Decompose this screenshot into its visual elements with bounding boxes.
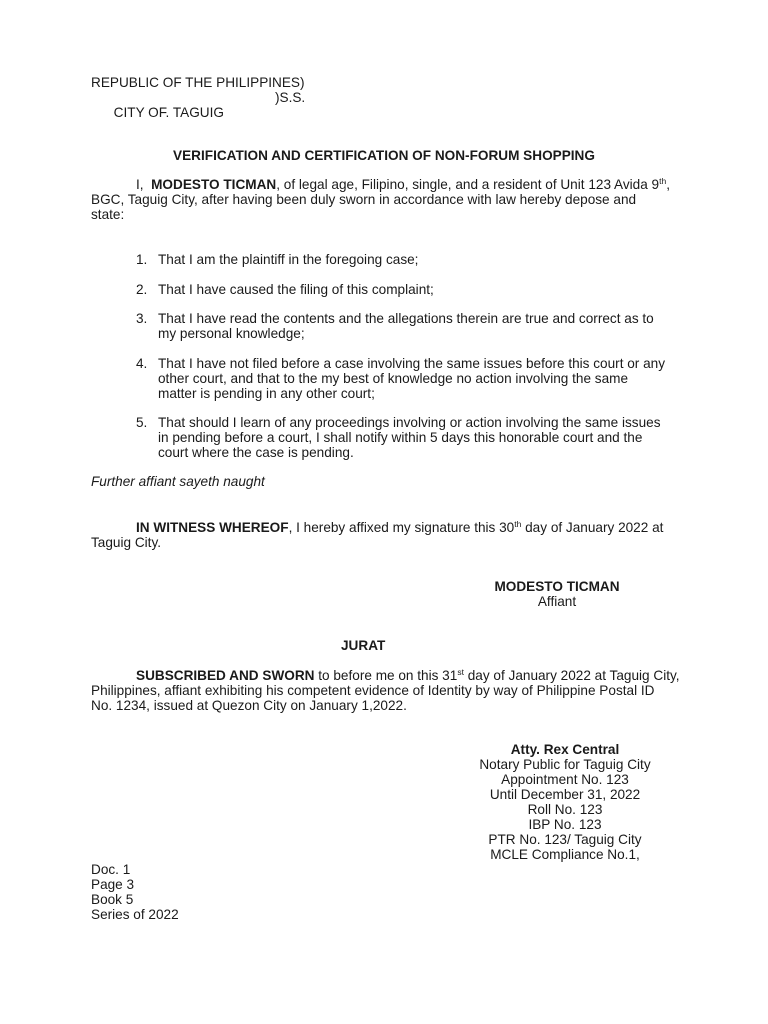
witness-line-1-text: , I hereby affixed my signature this 30 — [288, 520, 515, 535]
witness-lead: IN WITNESS WHEREOF — [136, 520, 289, 535]
intro-line-1-end: , — [666, 177, 670, 192]
list-item-number: 5. — [136, 415, 148, 430]
venue-caption — [91, 75, 306, 120]
intro-superscript: th — [659, 176, 667, 186]
jurat-line-1-end: day of January 2022 at Taguig City, — [463, 668, 680, 683]
affiant-signature-block — [457, 579, 657, 609]
jurat-line-1 — [91, 668, 680, 683]
intro-lead: I, — [136, 177, 152, 192]
docket-book-number: Book 5 — [91, 892, 134, 907]
docket-page-number: Page 3 — [91, 877, 135, 892]
jurat-paragraph — [91, 668, 680, 713]
notary-detail-line: IBP No. 123 — [528, 817, 602, 832]
list-item-line: my personal knowledge; — [158, 326, 305, 341]
document-title: VERIFICATION AND CERTIFICATION OF NON-FORUM SHOPPING — [173, 148, 595, 163]
docket-block — [91, 862, 179, 922]
witness-superscript: th — [514, 519, 522, 529]
jurat-superscript: st — [457, 667, 464, 677]
notary-name: Atty. Rex Central — [510, 742, 620, 757]
notary-detail-line: Until December 31, 2022 — [489, 787, 641, 802]
witness-line-1 — [91, 520, 663, 535]
docket-series: Series of 2022 — [91, 907, 179, 922]
list-item-text — [158, 252, 418, 267]
closing-note-block — [91, 474, 265, 489]
list-item-number: 4. — [136, 356, 148, 371]
venue-ss: )S.S. — [275, 90, 306, 105]
notary-detail-line: Notary Public for Taguig City — [479, 757, 651, 772]
notary-detail-line: Roll No. 123 — [527, 802, 603, 817]
list-item-number: 1. — [136, 252, 148, 267]
jurat-lead: SUBSCRIBED AND SWORN — [136, 668, 315, 683]
intro-paragraph — [91, 177, 670, 222]
list-item-line: matter is pending in any other court; — [158, 386, 375, 401]
notary-detail-line: Appointment No. 123 — [501, 772, 629, 787]
list-item-text — [158, 311, 654, 341]
list-item-3 — [136, 311, 654, 341]
list-item-line: in pending before a court, I shall notify within 5 days this honorable court and the — [158, 430, 643, 445]
list-item-line: That I am the plaintiff in the foregoing case; — [158, 252, 419, 267]
list-item-line: That should I learn of any proceedings involving or action involving the same issues — [158, 415, 661, 430]
list-item-line: That I have not filed before a case involving the same issues before this court or any — [158, 356, 666, 371]
list-item-text — [158, 282, 434, 297]
witness-line-1-end: day of January 2022 at — [521, 520, 664, 535]
list-item-line: court where the case is pending. — [158, 445, 354, 460]
list-item-2 — [136, 282, 434, 297]
notary-detail-line: MCLE Compliance No.1, — [490, 847, 640, 862]
list-item-number: 3. — [136, 311, 148, 326]
list-item-line: That I have read the contents and the allegations therein are true and correct as to — [158, 311, 654, 326]
list-item-4 — [136, 356, 665, 401]
affiant-role: Affiant — [537, 594, 577, 609]
list-item-text — [158, 356, 665, 401]
affiant-name: MODESTO TICMAN — [494, 579, 620, 594]
intro-affiant-name: MODESTO TICMAN — [151, 177, 277, 192]
intro-line-3: state: — [91, 207, 125, 222]
jurat-line-1-text: to before me on this 31 — [314, 668, 458, 683]
jurat-heading-block — [341, 638, 385, 653]
closing-note: Further affiant sayeth naught — [91, 474, 265, 489]
document-title-block — [0, 148, 768, 163]
witness-paragraph — [91, 520, 663, 550]
intro-line-1-text: , of legal age, Filipino, single, and a resident of Unit 123 Avida 9 — [276, 177, 660, 192]
list-item-text — [158, 415, 661, 460]
notary-detail-line: PTR No. 123/ Taguig City — [488, 832, 642, 847]
docket-doc-number: Doc. 1 — [91, 862, 131, 877]
jurat-heading: JURAT — [341, 638, 386, 653]
venue-city: CITY OF. TAGUIG — [113, 105, 224, 120]
list-item-line: other court, and that to the my best of knowledge no action involving the same — [158, 371, 629, 386]
list-item-1 — [136, 252, 418, 267]
witness-line-2: Taguig City. — [91, 535, 162, 550]
venue-country: REPUBLIC OF THE PHILIPPINES) — [91, 75, 305, 90]
intro-line-1 — [91, 177, 670, 192]
list-item-5 — [136, 415, 661, 460]
notary-block — [445, 742, 685, 862]
venue-city-row — [91, 90, 306, 120]
list-item-number: 2. — [136, 282, 148, 297]
jurat-line-2: Philippines, affiant exhibiting his competent evidence of Identity by way of Philippine Postal ID — [91, 683, 655, 698]
intro-line-2: BGC, Taguig City, after having been duly sworn in accordance with law hereby depose and — [91, 192, 637, 207]
list-item-line: That I have caused the filing of this complaint; — [158, 282, 434, 297]
jurat-line-3: No. 1234, issued at Quezon City on January 1,2022. — [91, 698, 407, 713]
